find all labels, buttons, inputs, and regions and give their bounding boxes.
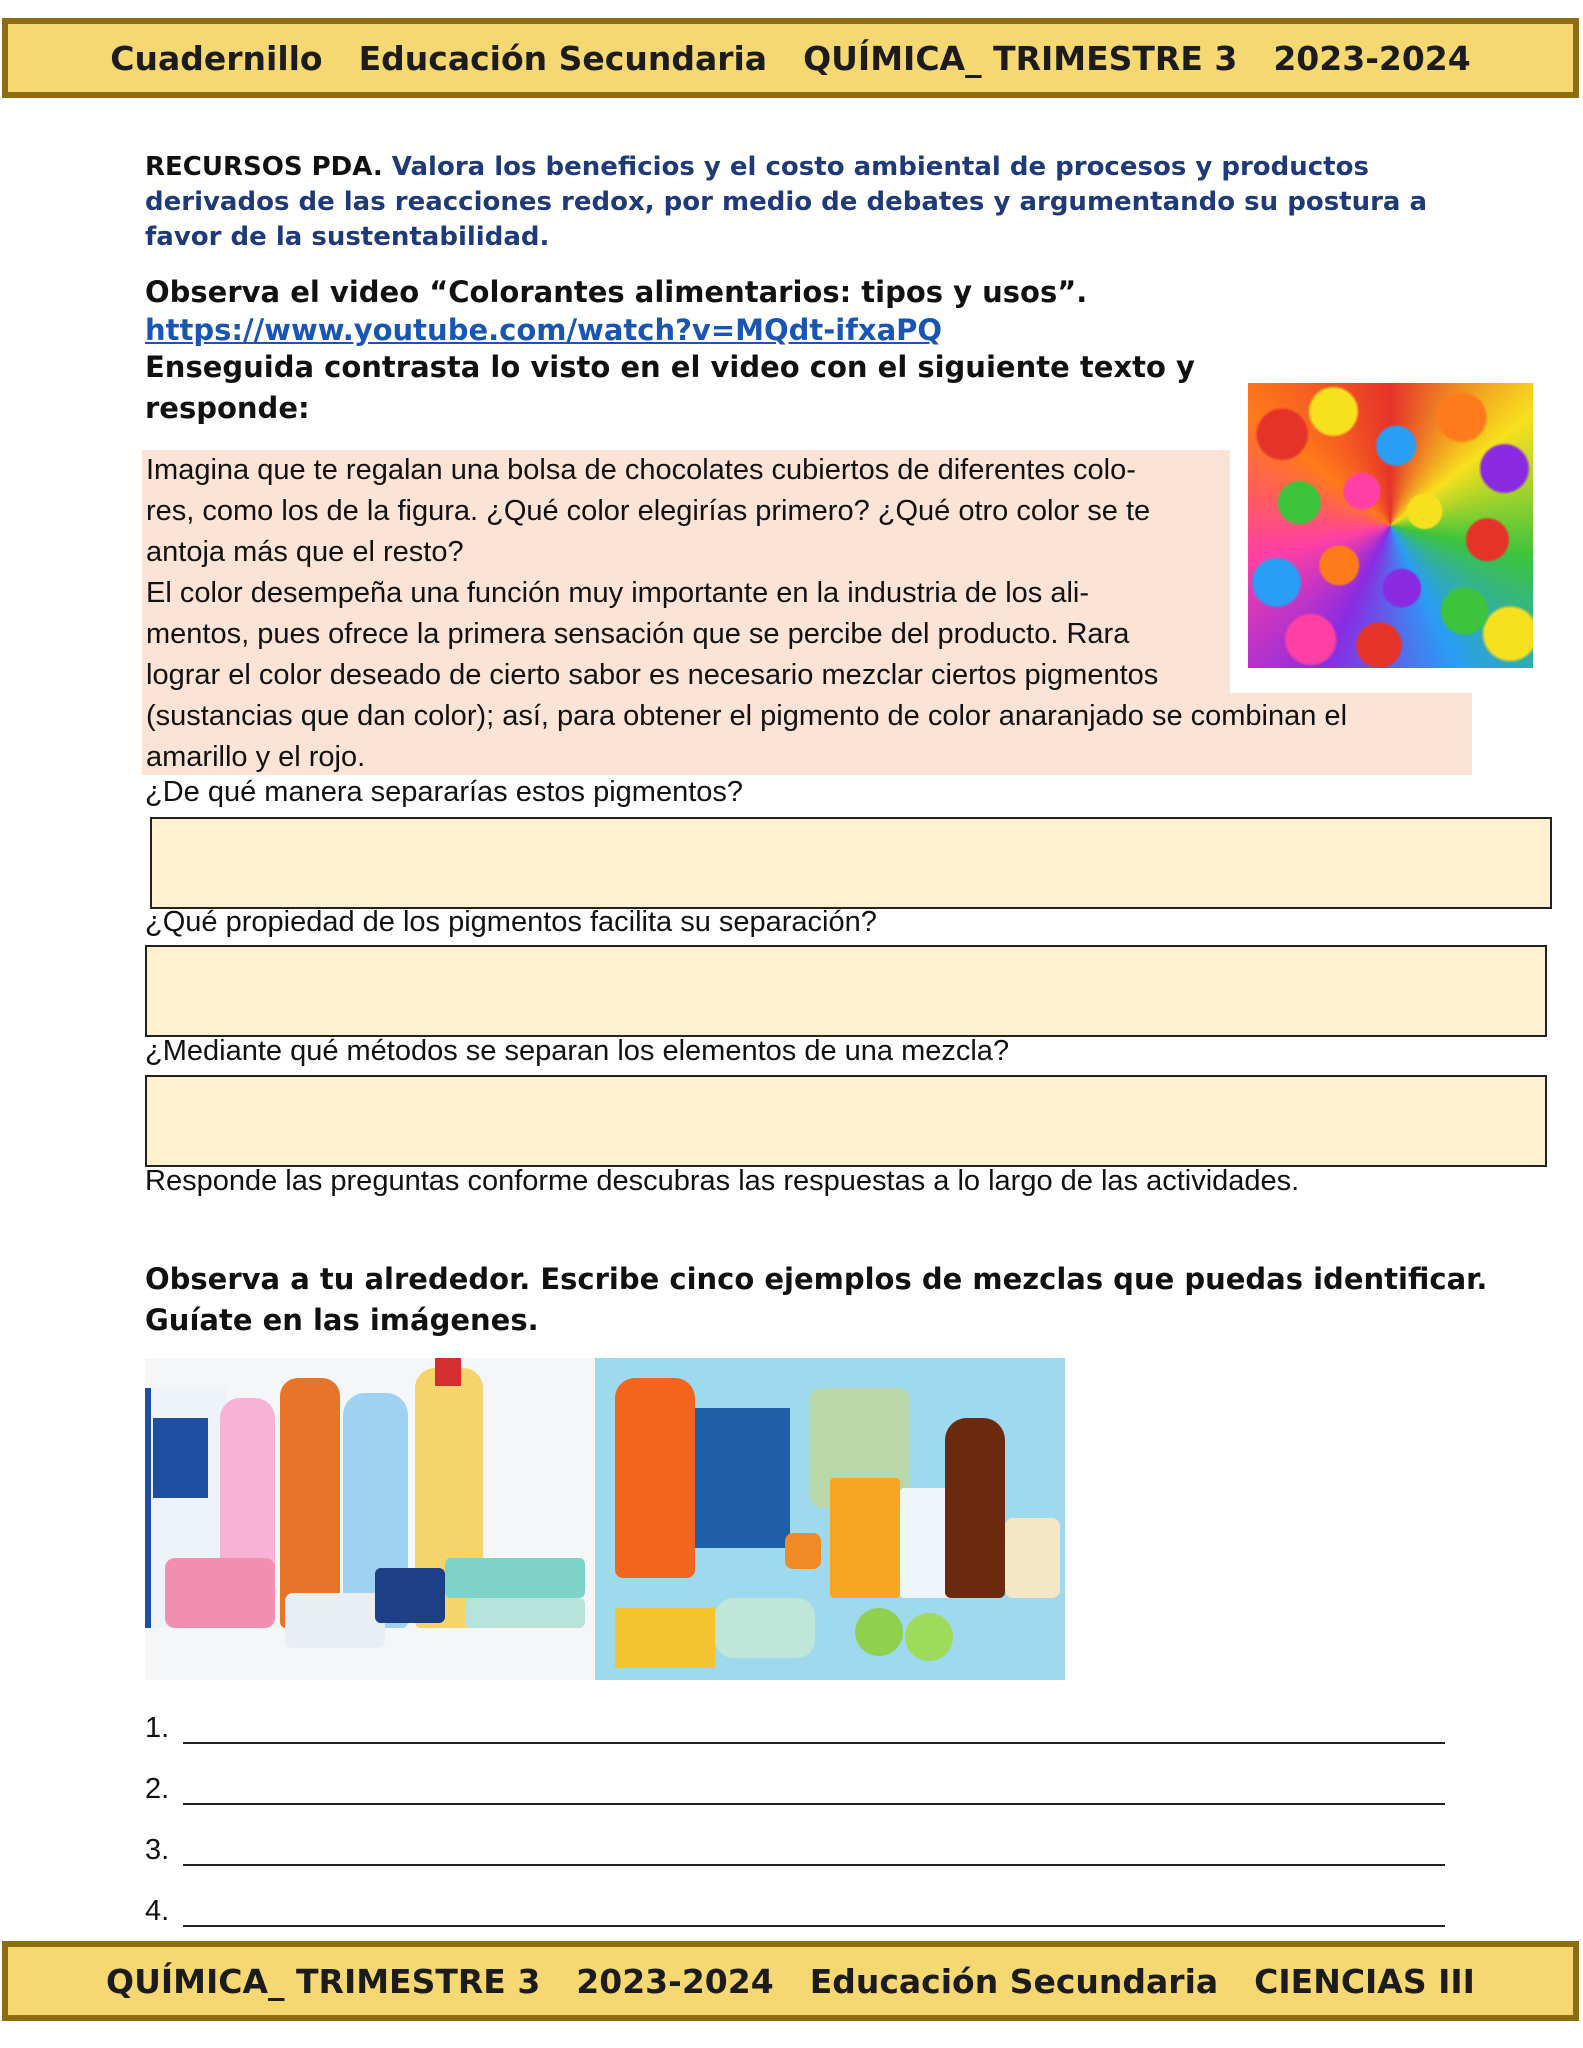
footer-cell: CIENCIAS III bbox=[1254, 1961, 1475, 2001]
numbered-line[interactable] bbox=[145, 1895, 169, 1928]
footer-cell: Educación Secundaria bbox=[809, 1961, 1219, 2001]
story-line: antoja más que el resto? bbox=[146, 536, 464, 568]
story-line: res, como los de la figura. ¿Qué color elegirías primero? ¿Qué otro color se te bbox=[146, 495, 1151, 527]
video-instruction: Observa el video “Colorantes alimentarios: tipos y usos”. bbox=[145, 275, 1088, 309]
story-line: amarillo y el rojo. bbox=[146, 741, 366, 773]
contrast-line-2: responde: bbox=[145, 391, 310, 425]
line-number: 1. bbox=[145, 1712, 170, 1744]
contrast-line-1: Enseguida contrasta lo visto en el video con el siguiente texto y bbox=[145, 350, 1195, 384]
story-line: Imagina que te regalan una bolsa de chocolates cubiertos de diferentes colo- bbox=[146, 454, 1136, 486]
cleaning-products-image bbox=[145, 1358, 595, 1680]
header-cell: Educación Secundaria bbox=[358, 38, 768, 78]
answer-box-2[interactable] bbox=[145, 945, 1547, 1037]
header-cell: QUÍMICA_ TRIMESTRE 3 bbox=[803, 38, 1238, 78]
numbered-line[interactable] bbox=[145, 1712, 169, 1745]
responde-text: Responde las preguntas conforme descubras las respuestas a lo largo de las actividades. bbox=[145, 1165, 1300, 1197]
video-link[interactable]: https://www.youtube.com/watch?v=MQdt-ifxaPQ bbox=[145, 313, 943, 347]
food-products-image bbox=[595, 1358, 1065, 1680]
line-number: 4. bbox=[145, 1895, 170, 1927]
answer-box-3[interactable] bbox=[145, 1075, 1547, 1167]
underline bbox=[183, 1925, 1445, 1927]
footer-cell: QUÍMICA_ TRIMESTRE 3 bbox=[106, 1961, 541, 2001]
header-banner bbox=[2, 18, 1579, 98]
underline bbox=[183, 1803, 1445, 1805]
footer-banner bbox=[2, 1941, 1579, 2021]
line-number: 3. bbox=[145, 1834, 170, 1866]
pda-text: Valora los beneficios y el costo ambiental de procesos y productos derivados de las reacciones redox, por medio de debates y argumentando su postura a favor de la sustentabilidad. bbox=[145, 152, 1428, 252]
mezclas-line-2: Guíate en las imágenes. bbox=[145, 1303, 539, 1337]
question-2: ¿Qué propiedad de los pigmentos facilita su separación? bbox=[145, 906, 877, 938]
question-3: ¿Mediante qué métodos se separan los elementos de una mezcla? bbox=[145, 1035, 1010, 1067]
underline bbox=[183, 1864, 1445, 1866]
underline bbox=[183, 1742, 1445, 1744]
story-line: El color desempeña una función muy importante en la industria de los ali- bbox=[146, 577, 1090, 609]
numbered-line[interactable] bbox=[145, 1773, 169, 1806]
question-1: ¿De qué manera separarías estos pigmentos? bbox=[145, 776, 744, 808]
mezclas-line-1: Observa a tu alrededor. Escribe cinco ejemplos de mezclas que puedas identificar. bbox=[145, 1262, 1488, 1296]
footer-cell: 2023-2024 bbox=[576, 1961, 774, 2001]
header-cell: 2023-2024 bbox=[1273, 38, 1471, 78]
answer-box-1[interactable] bbox=[150, 817, 1552, 909]
story-line: lograr el color deseado de cierto sabor es necesario mezclar ciertos pigmentos bbox=[146, 659, 1159, 691]
story-line: (sustancias que dan color); así, para obtener el pigmento de color anaranjado se combinan el bbox=[146, 700, 1348, 732]
pda-label: RECURSOS PDA. bbox=[145, 152, 383, 182]
pda-paragraph bbox=[145, 150, 1475, 255]
numbered-line[interactable] bbox=[145, 1834, 169, 1867]
line-number: 2. bbox=[145, 1773, 170, 1805]
story-line: mentos, pues ofrece la primera sensación que se percibe del producto. Rara bbox=[146, 618, 1130, 650]
story-block bbox=[142, 450, 1472, 778]
header-cell: Cuadernillo bbox=[110, 38, 323, 78]
